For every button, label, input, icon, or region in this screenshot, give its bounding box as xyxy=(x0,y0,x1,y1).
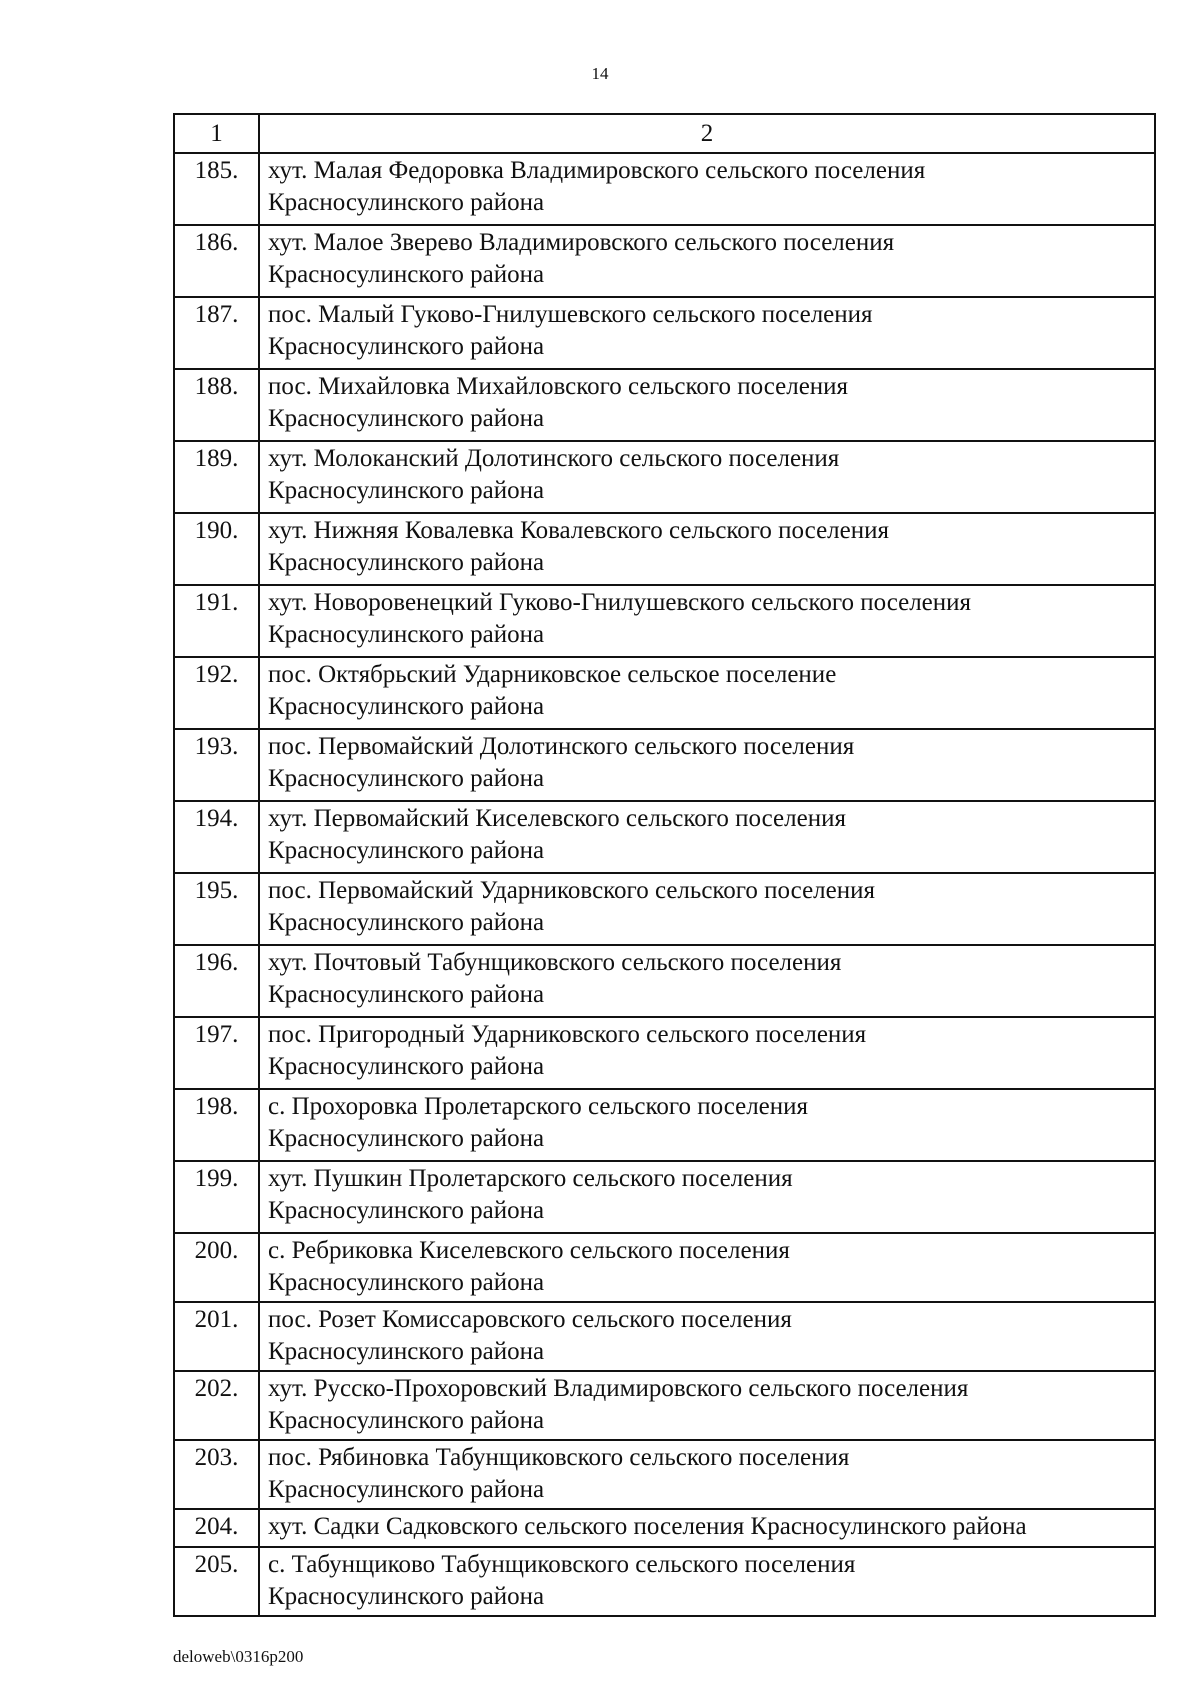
settlement-name-line: пос. Первомайский Долотинского сельского поселения xyxy=(268,733,855,760)
table-row xyxy=(174,729,1155,801)
table-row xyxy=(174,585,1155,657)
settlements-table xyxy=(173,113,1156,1617)
table-row xyxy=(174,1440,1155,1509)
settlement-name xyxy=(259,1233,1155,1302)
district-line: Красносулинского района xyxy=(268,405,545,432)
table-header-row xyxy=(174,114,1155,153)
district-line: Красносулинского района xyxy=(268,333,545,360)
settlement-name xyxy=(259,153,1155,225)
settlement-name xyxy=(259,513,1155,585)
settlement-name xyxy=(259,945,1155,1017)
settlement-name xyxy=(259,441,1155,513)
settlement-name xyxy=(259,1017,1155,1089)
row-number: 192. xyxy=(174,657,259,729)
settlement-name-line: хут. Молоканский Долотинского сельского поселения xyxy=(268,445,840,472)
row-number: 190. xyxy=(174,513,259,585)
table-row xyxy=(174,1509,1155,1547)
settlement-name xyxy=(259,657,1155,729)
table-row xyxy=(174,369,1155,441)
row-number: 196. xyxy=(174,945,259,1017)
table-row xyxy=(174,945,1155,1017)
settlement-name xyxy=(259,1161,1155,1233)
settlement-name-line: хут. Русско-Прохоровский Владимировского сельского поселения xyxy=(268,1375,969,1402)
settlement-name xyxy=(259,1440,1155,1509)
district-line: Красносулинского района xyxy=(268,549,545,576)
district-line: Красносулинского района xyxy=(268,1407,545,1434)
district-line: Красносулинского района xyxy=(268,1583,545,1610)
table-row xyxy=(174,801,1155,873)
settlement-name xyxy=(259,873,1155,945)
column-header-name: 2 xyxy=(259,114,1155,153)
settlement-name xyxy=(259,225,1155,297)
row-number: 202. xyxy=(174,1371,259,1440)
row-number: 186. xyxy=(174,225,259,297)
district-line: Красносулинского района xyxy=(268,621,545,648)
settlement-name-line: хут. Нижняя Ковалевка Ковалевского сельского поселения xyxy=(268,517,889,544)
settlement-name-line: хут. Садки Садковского сельского поселения Красносулинского района xyxy=(268,1513,1027,1540)
table-row xyxy=(174,1233,1155,1302)
district-line: Красносулинского района xyxy=(268,1269,545,1296)
column-header-number: 1 xyxy=(174,114,259,153)
settlement-name-line: пос. Малый Гуково-Гнилушевского сельского поселения xyxy=(268,301,873,328)
district-line: Красносулинского района xyxy=(268,1197,545,1224)
row-number: 189. xyxy=(174,441,259,513)
district-line: Красносулинского района xyxy=(268,765,545,792)
document-code: deloweb\0316p200 xyxy=(173,1647,304,1666)
table-row xyxy=(174,441,1155,513)
district-line: Красносулинского района xyxy=(268,909,545,936)
settlement-name xyxy=(259,1371,1155,1440)
settlement-name xyxy=(259,801,1155,873)
settlement-name xyxy=(259,729,1155,801)
settlement-name-line: хут. Малое Зверево Владимировского сельского поселения xyxy=(268,229,895,256)
table-row xyxy=(174,513,1155,585)
table-row xyxy=(174,1161,1155,1233)
district-line: Красносулинского района xyxy=(268,1338,545,1365)
row-number: 188. xyxy=(174,369,259,441)
district-line: Красносулинского района xyxy=(268,837,545,864)
settlement-name-line: с. Ребриковка Киселевского сельского поселения xyxy=(268,1237,790,1264)
settlement-name-line: пос. Рябиновка Табунщиковского сельского поселения xyxy=(268,1444,850,1471)
page-number: 14 xyxy=(591,64,609,83)
table-row xyxy=(174,1017,1155,1089)
row-number: 199. xyxy=(174,1161,259,1233)
row-number: 200. xyxy=(174,1233,259,1302)
settlement-name-line: с. Прохоровка Пролетарского сельского поселения xyxy=(268,1093,809,1120)
settlement-name xyxy=(259,1302,1155,1371)
settlement-name xyxy=(259,585,1155,657)
settlement-name xyxy=(259,297,1155,369)
row-number: 185. xyxy=(174,153,259,225)
table-row xyxy=(174,657,1155,729)
settlement-name-line: хут. Почтовый Табунщиковского сельского поселения xyxy=(268,949,842,976)
table-row xyxy=(174,1547,1155,1616)
row-number: 205. xyxy=(174,1547,259,1616)
settlement-name-line: хут. Новоровенецкий Гуково-Гнилушевского сельского поселения xyxy=(268,589,972,616)
row-number: 193. xyxy=(174,729,259,801)
settlement-name-line: хут. Малая Федоровка Владимировского сельского поселения xyxy=(268,157,926,184)
settlement-name xyxy=(259,1089,1155,1161)
row-number: 194. xyxy=(174,801,259,873)
row-number: 191. xyxy=(174,585,259,657)
table-row xyxy=(174,225,1155,297)
district-line: Красносулинского района xyxy=(268,189,545,216)
settlement-name-line: пос. Розет Комиссаровского сельского поселения xyxy=(268,1306,792,1333)
settlement-name xyxy=(259,1547,1155,1616)
district-line: Красносулинского района xyxy=(268,693,545,720)
table-row xyxy=(174,873,1155,945)
settlement-name-line: хут. Первомайский Киселевского сельского поселения xyxy=(268,805,846,832)
table-row xyxy=(174,1371,1155,1440)
district-line: Красносулинского района xyxy=(268,1125,545,1152)
row-number: 204. xyxy=(174,1509,259,1547)
settlement-name-line: пос. Михайловка Михайловского сельского поселения xyxy=(268,373,849,400)
district-line: Красносулинского района xyxy=(268,1476,545,1503)
settlement-name xyxy=(259,369,1155,441)
row-number: 198. xyxy=(174,1089,259,1161)
district-line: Красносулинского района xyxy=(268,477,545,504)
district-line: Красносулинского района xyxy=(268,981,545,1008)
settlement-name-line: пос. Первомайский Ударниковского сельского поселения xyxy=(268,877,875,904)
row-number: 187. xyxy=(174,297,259,369)
table-row xyxy=(174,1089,1155,1161)
settlement-name-line: с. Табунщиково Табунщиковского сельского поселения xyxy=(268,1551,856,1578)
table-row xyxy=(174,297,1155,369)
settlement-name-line: хут. Пушкин Пролетарского сельского поселения xyxy=(268,1165,793,1192)
row-number: 195. xyxy=(174,873,259,945)
table-row xyxy=(174,153,1155,225)
row-number: 201. xyxy=(174,1302,259,1371)
district-line: Красносулинского района xyxy=(268,1053,545,1080)
table-row xyxy=(174,1302,1155,1371)
settlement-name xyxy=(259,1509,1155,1547)
district-line: Красносулинского района xyxy=(268,261,545,288)
settlement-name-line: пос. Октябрьский Ударниковское сельское поселение xyxy=(268,661,837,688)
settlement-name-line: пос. Пригородный Ударниковского сельского поселения xyxy=(268,1021,867,1048)
row-number: 197. xyxy=(174,1017,259,1089)
row-number: 203. xyxy=(174,1440,259,1509)
